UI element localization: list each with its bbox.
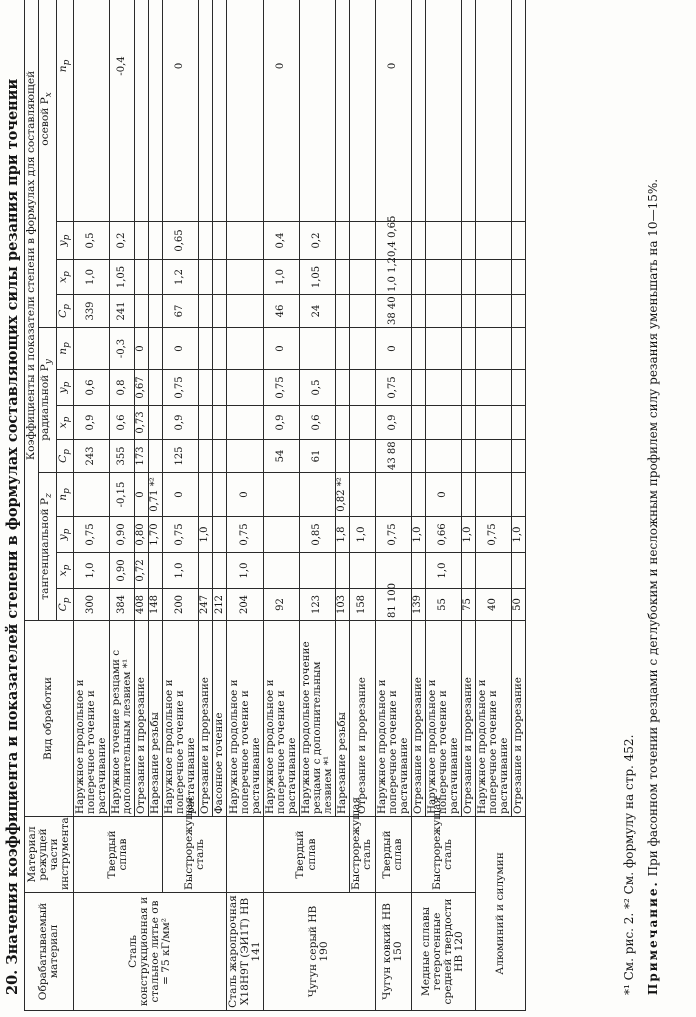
cell-value bbox=[149, 0, 163, 222]
cell-value: 67 bbox=[163, 295, 199, 328]
cell-value: 0,65 bbox=[163, 222, 199, 260]
cell-value: 0,75 bbox=[375, 517, 411, 553]
cell-value bbox=[213, 473, 227, 517]
cell-operation: Наружное продольное и поперечное точение и растачивание bbox=[263, 621, 299, 817]
cell-tool-material: Твердый сплав bbox=[263, 817, 349, 893]
cell-value bbox=[149, 553, 163, 589]
cell-value: 1,0 bbox=[461, 517, 475, 553]
header-subcol: $x_p$ bbox=[56, 553, 73, 589]
cell-value bbox=[425, 295, 461, 328]
cell-value: -0,3 bbox=[110, 328, 135, 370]
cell-value: 241 bbox=[110, 295, 135, 328]
cell-value: 0 bbox=[163, 0, 199, 222]
header-subcol: $x_p$ bbox=[56, 406, 73, 440]
cell-value: 103 bbox=[336, 589, 350, 621]
cell-value: 0 bbox=[375, 328, 411, 370]
cell-value: 0,5 bbox=[300, 370, 336, 406]
cell-operation: Наружное продольное точение резцами с дополнительным лезвием *¹ bbox=[300, 621, 336, 817]
cell-value: 243 bbox=[74, 440, 110, 473]
cell-value bbox=[227, 440, 264, 473]
cell-value: 0 bbox=[425, 473, 461, 517]
cell-value bbox=[461, 370, 475, 406]
header-subcol: $y_p$ bbox=[56, 370, 73, 406]
cell-value: 212 bbox=[213, 589, 227, 621]
cell-value: 54 bbox=[263, 440, 299, 473]
cell-value: 158 bbox=[350, 589, 375, 621]
cell-value bbox=[350, 406, 375, 440]
table-caption: 20. Значения коэффициента и показателей степени в формулах составляющих силы резания при точении bbox=[4, 78, 21, 995]
cell-value: 0,2 bbox=[300, 222, 336, 260]
cell-value bbox=[511, 440, 525, 473]
cell-value: 0,4 0,65 bbox=[375, 222, 411, 260]
header-material: Обрабатываемый материал bbox=[25, 893, 74, 1011]
header-subcol: $C_p$ bbox=[56, 589, 73, 621]
cell-value bbox=[336, 328, 350, 370]
cell-value bbox=[227, 260, 264, 295]
cell-value: 1,0 bbox=[263, 260, 299, 295]
cell-value: 0 bbox=[375, 0, 411, 222]
cell-value: 139 bbox=[411, 589, 425, 621]
footnotes: *¹ См. рис. 2. *² См. формулу на стр. 452. bbox=[622, 734, 636, 995]
cell-value bbox=[350, 260, 375, 295]
cell-tool-material: Твердый сплав bbox=[74, 817, 163, 893]
cell-value bbox=[461, 260, 475, 295]
cell-value bbox=[74, 0, 110, 222]
cell-value: 0,75 bbox=[74, 517, 110, 553]
cutting-force-table bbox=[24, 0, 526, 1011]
cell-value bbox=[135, 0, 149, 222]
cell-value bbox=[227, 295, 264, 328]
cell-value: 0,6 bbox=[74, 370, 110, 406]
cell-value bbox=[461, 0, 475, 222]
table-body bbox=[74, 0, 526, 1011]
cell-value: 1,0 bbox=[425, 553, 461, 589]
cell-value: 0,6 bbox=[300, 406, 336, 440]
cell-value: 0,75 bbox=[375, 370, 411, 406]
header-subcol: $y_p$ bbox=[56, 517, 73, 553]
cell-value: 1,8 bbox=[336, 517, 350, 553]
cell-value bbox=[350, 440, 375, 473]
header-group-axial: осевой $P_x$ bbox=[39, 0, 56, 328]
cell-value bbox=[149, 295, 163, 328]
cell-value bbox=[199, 406, 213, 440]
cell-value bbox=[336, 295, 350, 328]
cell-value bbox=[149, 260, 163, 295]
cell-value bbox=[300, 328, 336, 370]
cell-value bbox=[511, 0, 525, 222]
cell-operation: Отрезание и прорезание bbox=[350, 621, 375, 817]
cell-work-material: Сталь конструкционная и стальное литье σв = 75 кГ/мм² bbox=[74, 893, 227, 1011]
cell-value: 1,0 bbox=[350, 517, 375, 553]
cell-value bbox=[411, 406, 425, 440]
cell-value bbox=[149, 440, 163, 473]
header-subcol: $C_p$ bbox=[56, 295, 73, 328]
header-group-tangential: тангенциальной $P_z$ bbox=[39, 473, 56, 621]
cell-value bbox=[263, 517, 299, 553]
cell-value: 1,05 bbox=[300, 260, 336, 295]
cell-operation: Отрезание и прорезание bbox=[135, 621, 149, 817]
cell-value bbox=[199, 260, 213, 295]
cell-value: 0 bbox=[135, 328, 149, 370]
cell-value bbox=[336, 370, 350, 406]
table-row bbox=[411, 0, 425, 1011]
table-row bbox=[163, 0, 199, 1011]
cell-value: 0 bbox=[135, 473, 149, 517]
cell-value: 0,9 bbox=[163, 406, 199, 440]
cell-value bbox=[425, 440, 461, 473]
cell-value bbox=[199, 370, 213, 406]
cell-tool-material: Твердый сплав bbox=[375, 817, 411, 893]
table-row bbox=[375, 0, 411, 1011]
cell-value bbox=[511, 553, 525, 589]
cell-value bbox=[461, 406, 475, 440]
cell-value bbox=[511, 370, 525, 406]
cell-value: 1,0 bbox=[199, 517, 213, 553]
cell-value: 55 bbox=[425, 589, 461, 621]
cell-value bbox=[350, 0, 375, 222]
table-row bbox=[263, 0, 299, 1011]
cell-value bbox=[336, 222, 350, 260]
cell-operation: Отрезание и прорезание bbox=[511, 621, 525, 817]
cell-value bbox=[263, 473, 299, 517]
cell-value bbox=[461, 328, 475, 370]
cell-value bbox=[461, 440, 475, 473]
cell-value: 0,75 bbox=[263, 370, 299, 406]
cell-value bbox=[135, 295, 149, 328]
cell-value bbox=[336, 553, 350, 589]
cell-value: 0,75 bbox=[163, 517, 199, 553]
cell-value bbox=[135, 222, 149, 260]
cell-value: 123 bbox=[300, 589, 336, 621]
header-coefficients: Коэффициенты и показатели степени в формулах для составляющей bbox=[25, 0, 39, 621]
cell-value bbox=[300, 553, 336, 589]
cell-value: 75 bbox=[461, 589, 475, 621]
cell-value bbox=[74, 328, 110, 370]
cell-value: 50 bbox=[511, 589, 525, 621]
cell-value bbox=[461, 295, 475, 328]
cell-value: 0,71 *² bbox=[149, 473, 163, 517]
cell-value bbox=[199, 295, 213, 328]
cell-value bbox=[475, 440, 511, 473]
cell-value bbox=[425, 406, 461, 440]
cell-value bbox=[213, 222, 227, 260]
header-subcol: $x_p$ bbox=[56, 260, 73, 295]
cell-value: 247 bbox=[199, 589, 213, 621]
cell-value: 1,0 bbox=[74, 553, 110, 589]
cell-value bbox=[213, 406, 227, 440]
cell-value bbox=[411, 553, 425, 589]
cell-value bbox=[336, 260, 350, 295]
cell-value: 0 bbox=[163, 328, 199, 370]
cell-work-material: Чугун серый HB 190 bbox=[263, 893, 375, 1011]
table-row bbox=[227, 0, 264, 1011]
cell-value bbox=[425, 370, 461, 406]
cell-value: 0 bbox=[263, 0, 299, 222]
cell-value: 300 bbox=[74, 589, 110, 621]
cell-value: 81 100 bbox=[375, 589, 411, 621]
cell-tool-material bbox=[227, 817, 264, 893]
cell-value bbox=[475, 222, 511, 260]
cell-value bbox=[213, 295, 227, 328]
cell-value bbox=[461, 553, 475, 589]
cell-value: 148 bbox=[149, 589, 163, 621]
cell-value: 0 bbox=[227, 473, 264, 517]
cell-value bbox=[227, 0, 264, 222]
cell-value bbox=[411, 0, 425, 222]
cell-value bbox=[411, 440, 425, 473]
cell-value bbox=[425, 260, 461, 295]
cell-value bbox=[411, 328, 425, 370]
cell-value bbox=[411, 370, 425, 406]
cell-value: -0,4 bbox=[110, 0, 135, 222]
table-row bbox=[475, 0, 511, 1011]
cell-value: 1,0 bbox=[163, 553, 199, 589]
cell-value: 0,75 bbox=[227, 517, 264, 553]
cell-value bbox=[425, 222, 461, 260]
cell-value: 0,73 bbox=[135, 406, 149, 440]
cell-value: 40 bbox=[475, 589, 511, 621]
cell-value bbox=[149, 328, 163, 370]
cell-operation: Наружное продольное и поперечное точение и растачивание bbox=[375, 621, 411, 817]
cell-value: 38 40 bbox=[375, 295, 411, 328]
cell-value: 384 bbox=[110, 589, 135, 621]
header-subcol: $n_p$ bbox=[56, 473, 73, 517]
cell-value bbox=[511, 260, 525, 295]
cell-value: 1,0 bbox=[411, 517, 425, 553]
cell-value: 0,5 bbox=[74, 222, 110, 260]
cell-value bbox=[425, 328, 461, 370]
cell-value bbox=[350, 222, 375, 260]
cell-value bbox=[149, 370, 163, 406]
cell-operation: Наружное продольное и поперечное точение и растачивание bbox=[74, 621, 110, 817]
cell-value bbox=[213, 553, 227, 589]
cell-value bbox=[461, 222, 475, 260]
cell-value: 408 bbox=[135, 589, 149, 621]
cell-value bbox=[149, 406, 163, 440]
cell-work-material: Чугун ковкий HB 150 bbox=[375, 893, 411, 1011]
cell-value bbox=[475, 370, 511, 406]
cell-value bbox=[227, 328, 264, 370]
cell-value: 0,80 bbox=[135, 517, 149, 553]
header-subcol: $C_p$ bbox=[56, 440, 73, 473]
cell-value: 1,0 bbox=[511, 517, 525, 553]
cell-value bbox=[475, 0, 511, 222]
cell-value bbox=[475, 260, 511, 295]
cell-value: 200 bbox=[163, 589, 199, 621]
cell-operation: Отрезание и прорезание bbox=[461, 621, 475, 817]
cell-tool-material: Быстрорежущая сталь bbox=[350, 817, 375, 893]
header-subcol: $n_p$ bbox=[56, 328, 73, 370]
cell-value bbox=[511, 406, 525, 440]
cell-value bbox=[227, 406, 264, 440]
cell-value: 1,70 bbox=[149, 517, 163, 553]
header-subcol: $y_p$ bbox=[56, 222, 73, 260]
cell-operation: Наружное продольное и поперечное точение и растачивание bbox=[163, 621, 199, 817]
cell-value bbox=[375, 473, 411, 517]
cell-value bbox=[199, 553, 213, 589]
cell-operation: Отрезание и прорезание bbox=[411, 621, 425, 817]
header-row-1 bbox=[25, 0, 39, 1011]
cell-operation: Наружное продольное и поперечное точение и растачивание bbox=[227, 621, 264, 817]
cell-operation: Фасонное точение bbox=[213, 621, 227, 817]
cell-value bbox=[74, 473, 110, 517]
cell-value bbox=[135, 260, 149, 295]
cell-value: 0,8 bbox=[110, 370, 135, 406]
cell-value bbox=[350, 370, 375, 406]
cell-value bbox=[425, 0, 461, 222]
cell-value bbox=[511, 473, 525, 517]
cell-value: 0 bbox=[263, 328, 299, 370]
cell-value bbox=[213, 328, 227, 370]
cell-value: 61 bbox=[300, 440, 336, 473]
cell-value bbox=[511, 295, 525, 328]
cell-work-material: Алюминий и силумин bbox=[475, 817, 525, 1011]
cell-value: 1,05 bbox=[110, 260, 135, 295]
cell-value bbox=[475, 406, 511, 440]
cell-value: 92 bbox=[263, 589, 299, 621]
cell-value bbox=[336, 0, 350, 222]
cell-value bbox=[475, 553, 511, 589]
cell-value bbox=[300, 0, 336, 222]
header-tool: Материал режущей части инструмента bbox=[25, 817, 74, 893]
cell-value bbox=[511, 328, 525, 370]
cell-value: 0,82 *² bbox=[336, 473, 350, 517]
cell-value: 0,4 bbox=[263, 222, 299, 260]
cell-value bbox=[411, 260, 425, 295]
cell-value bbox=[213, 517, 227, 553]
cell-value bbox=[475, 328, 511, 370]
cell-operation: Наружное продольное и поперечное точение и растачивание bbox=[425, 621, 461, 817]
cell-value: 0,85 bbox=[300, 517, 336, 553]
note-label: Примечание. bbox=[646, 880, 660, 995]
cell-value: 0,72 bbox=[135, 553, 149, 589]
cell-value: 355 bbox=[110, 440, 135, 473]
cell-value: 0,9 bbox=[375, 406, 411, 440]
cell-value: 0,2 bbox=[110, 222, 135, 260]
cell-value: 24 bbox=[300, 295, 336, 328]
cell-value: 0,75 bbox=[475, 517, 511, 553]
cell-value: 0,90 bbox=[110, 553, 135, 589]
cell-operation: Нарезание резьбы bbox=[336, 621, 350, 817]
cell-work-material: Сталь жаропрочная Х18Н9Т (ЭИ1Т) HB 141 bbox=[227, 893, 264, 1011]
cell-value: 43 88 bbox=[375, 440, 411, 473]
cell-value bbox=[511, 222, 525, 260]
cell-value: 0,6 bbox=[110, 406, 135, 440]
cell-value bbox=[350, 473, 375, 517]
cell-value: 125 bbox=[163, 440, 199, 473]
cell-operation: Отрезание и прорезание bbox=[199, 621, 213, 817]
table-row bbox=[350, 0, 375, 1011]
table-note bbox=[646, 179, 660, 995]
cell-value bbox=[227, 222, 264, 260]
cell-value: 0,9 bbox=[263, 406, 299, 440]
cell-operation: Наружное точение резцами с дополнительным лезвием *¹ bbox=[110, 621, 135, 817]
cell-value: 1,0 1,2 bbox=[375, 260, 411, 295]
cell-value: 173 bbox=[135, 440, 149, 473]
cell-value bbox=[213, 440, 227, 473]
cell-value: 339 bbox=[74, 295, 110, 328]
cell-value: 0 bbox=[163, 473, 199, 517]
cell-value bbox=[461, 473, 475, 517]
cell-value bbox=[149, 222, 163, 260]
cell-value bbox=[199, 440, 213, 473]
cell-value bbox=[475, 295, 511, 328]
cell-value: 0,90 bbox=[110, 517, 135, 553]
header-subcol: $n_p$ bbox=[56, 0, 73, 222]
cell-value bbox=[411, 295, 425, 328]
cell-value: 46 bbox=[263, 295, 299, 328]
cell-value bbox=[411, 222, 425, 260]
cell-value: 1,0 bbox=[74, 260, 110, 295]
cell-value bbox=[300, 473, 336, 517]
cell-value: -0,15 bbox=[110, 473, 135, 517]
cell-work-material: Медные сплавы гетерогенные средней твердости HB 120 bbox=[411, 893, 475, 1011]
cell-operation: Нарезание резьбы bbox=[149, 621, 163, 817]
cell-value bbox=[350, 553, 375, 589]
cell-value: 0,66 bbox=[425, 517, 461, 553]
cell-value bbox=[350, 328, 375, 370]
cell-tool-material: Быстрорежущая сталь bbox=[163, 817, 227, 893]
cell-value bbox=[199, 222, 213, 260]
header-operation: Вид обработки bbox=[25, 621, 74, 817]
cell-value bbox=[213, 370, 227, 406]
cell-value bbox=[199, 473, 213, 517]
cell-value: 1,2 bbox=[163, 260, 199, 295]
cell-value bbox=[263, 553, 299, 589]
cell-value bbox=[350, 295, 375, 328]
cell-value: 0,75 bbox=[163, 370, 199, 406]
cell-value bbox=[199, 328, 213, 370]
cell-value: 1,0 bbox=[227, 553, 264, 589]
cell-value bbox=[199, 0, 213, 222]
cell-value: 0,67 bbox=[135, 370, 149, 406]
cell-value bbox=[411, 473, 425, 517]
cell-value bbox=[227, 370, 264, 406]
cell-value: 204 bbox=[227, 589, 264, 621]
header-group-radial: радиальной $P_y$ bbox=[39, 328, 56, 473]
table-row bbox=[74, 0, 110, 1011]
cell-value bbox=[336, 406, 350, 440]
note-text: При фасонном точении резцами с деглубоким и несложным профилем силу резания уменьшать на 10—15%. bbox=[646, 178, 660, 877]
cell-value: 0,9 bbox=[74, 406, 110, 440]
cell-tool-material: Быстрорежущая сталь bbox=[411, 817, 475, 893]
cell-operation: Наружное продольное и поперечное точение и растачивание bbox=[475, 621, 511, 817]
cell-value bbox=[475, 473, 511, 517]
cell-value bbox=[336, 440, 350, 473]
cell-value bbox=[213, 260, 227, 295]
cell-value bbox=[213, 0, 227, 222]
